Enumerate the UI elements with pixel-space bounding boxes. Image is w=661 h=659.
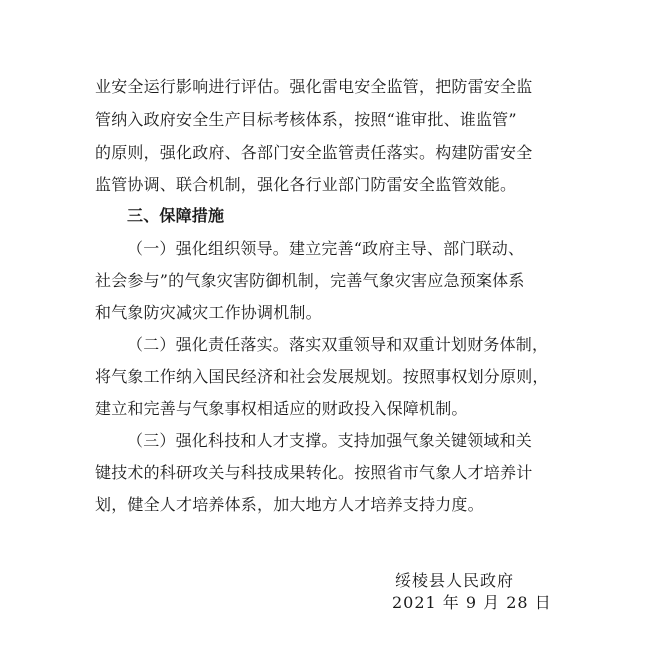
signature-date: 2021 年 9 月 28 日 [392,593,552,612]
paragraph-3-line-2: 将气象工作纳入国民经济和社会发展规划。按照事权划分原则， [95,367,549,386]
paragraph-4-line-2: 键技术的科研攻关与科技成果转化。按照省市气象人才培养计 [95,463,533,482]
paragraph-2-line-3: 和气象防灾减灾工作协调机制。 [95,303,322,322]
paragraph-4-line-1: （三）强化科技和人才支撑。支持加强气象关键领域和关 [127,431,533,450]
paragraph-2-line-2: 社会参与”的气象灾害防御机制，完善气象灾害应急预案体系 [95,271,525,290]
section-heading: 三、保障措施 [127,206,225,225]
paragraph-1-line-3: 的原则，强化政府、各部门安全监管责任落实。构建防雷安全 [95,143,533,162]
paragraph-1-line-2: 管纳入政府安全生产目标考核体系，按照“谁审批、谁监管” [95,110,517,129]
paragraph-1-line-1: 业安全运行影响进行评估。强化雷电安全监管，把防雷安全监 [95,77,533,96]
paragraph-4-line-3: 划，健全人才培养体系，加大地方人才培养支持力度。 [95,495,484,514]
paragraph-1-line-4: 监管协调、联合机制，强化各行业部门防雷安全监管效能。 [95,175,517,194]
paragraph-3-line-1: （二）强化责任落实。落实双重领导和双重计划财务体制， [127,335,549,354]
paragraph-3-line-3: 建立和完善与气象事权相适应的财政投入保障机制。 [95,399,468,418]
paragraph-2-line-1: （一）强化组织领导。建立完善“政府主导、部门联动、 [127,239,525,258]
signature-issuer: 绥棱县人民政府 [395,571,515,590]
